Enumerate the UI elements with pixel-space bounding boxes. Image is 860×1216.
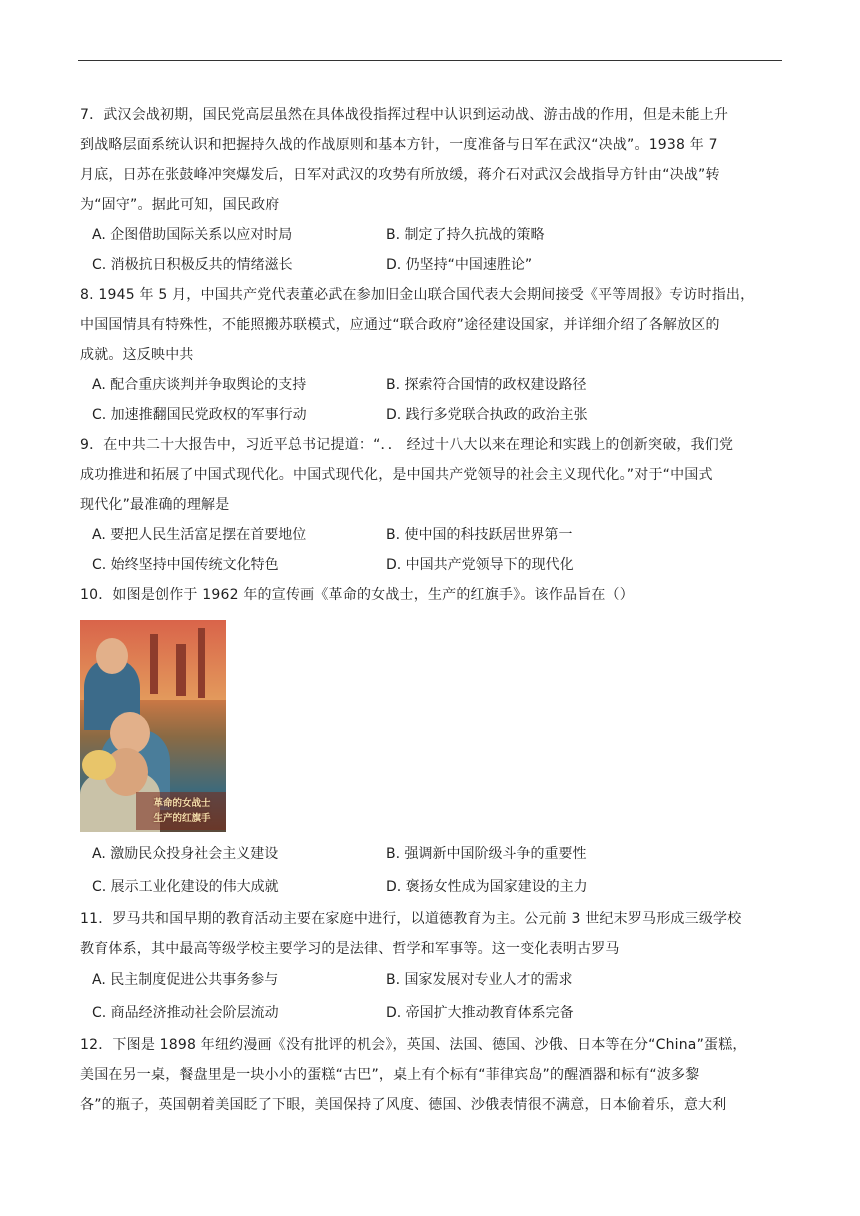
chimney-shape [198,628,205,698]
stem-line: 9．在中共二十大报告中，习近平总书记提道：“．． 经过十八大以来在理论和实践上的创新突破，我们党 [80,437,734,453]
option-d[interactable]: D. 帝国扩大推动教育体系完备 [386,1005,574,1021]
option-c[interactable]: C. 加速推翻国民党政权的军事行动 [92,407,307,423]
question-7 [80,100,784,280]
question-12 [80,1030,784,1120]
question-8 [80,280,784,430]
stem-line: 中国国情具有特殊性，不能照搬苏联模式，应通过“联合政府”途径建设国家，并详细介绍了各解放区的 [80,317,720,333]
option-a[interactable]: A. 配合重庆谈判并争取舆论的支持 [92,377,307,393]
option-c[interactable]: C. 始终坚持中国传统文化特色 [92,557,279,573]
options [80,838,784,904]
option-a[interactable]: A. 民主制度促进公共事务参与 [92,972,279,988]
options [80,520,784,580]
option-d[interactable]: D. 褒扬女性成为国家建设的主力 [386,879,588,895]
option-a[interactable]: A. 企图借助国际关系以应对时局 [92,227,293,243]
caption-line: 革命的女战士 [153,798,211,809]
question-list [80,100,784,1120]
stem-line: 月底，日苏在张鼓峰冲突爆发后，日军对武汉的攻势有所放缓，蒋介石对武汉会战指导方针由“决战”转 [80,167,720,183]
question-9 [80,430,784,580]
option-d[interactable]: D. 仍坚持“中国速胜论” [386,257,533,273]
option-c[interactable]: C. 商品经济推动社会阶层流动 [92,1005,279,1021]
stem-line: 7．武汉会战初期，国民党高层虽然在具体战役指挥过程中认识到运动战、游击战的作用，但是未能上升 [80,107,729,123]
option-d[interactable]: D. 践行多党联合执政的政治主张 [386,407,588,423]
option-c[interactable]: C. 消极抗日积极反共的情绪滋长 [92,257,293,273]
figure-head [96,638,128,674]
option-b[interactable]: B. 强调新中国阶级斗争的重要性 [386,846,587,862]
caption-line: 生产的红旗手 [153,813,211,824]
propaganda-poster-image [80,620,226,832]
stem-line: 为“固守”。据此可知，国民政府 [80,197,280,213]
options [80,370,784,430]
chimney-shape [176,644,186,696]
option-a[interactable]: A. 要把人民生活富足摆在首要地位 [92,527,307,543]
option-b[interactable]: B. 国家发展对专业人才的需求 [386,972,573,988]
option-d[interactable]: D. 中国共产党领导下的现代化 [386,557,574,573]
question-stem [80,1030,784,1120]
chimney-shape [150,634,158,694]
poster-caption [140,796,224,828]
stem-line: 8. 1945 年 5 月，中国共产党代表董必武在参加旧金山联合国代表大会期间接受《平等周报》专访时指出， [80,287,755,303]
question-stem [80,904,784,964]
header-rule [78,60,782,61]
stem-line: 各”的瓶子，英国朝着美国眨了下眼，美国保持了风度、德国、沙俄表情很不满意，日本偷着乐，意大利 [80,1097,727,1113]
stem-line: 美国在另一桌，餐盘里是一块小小的蛋糕“古巴”，桌上有个标有“菲律宾岛”的醒酒器和标有“波多黎 [80,1067,700,1083]
question-stem [80,430,784,520]
question-stem [80,580,784,610]
stem-line: 成就。这反映中共 [80,347,194,363]
question-stem [80,280,784,370]
stem-line: 10．如图是创作于 1962 年的宣传画《革命的女战士，生产的红旗手》。该作品旨在（） [80,587,634,603]
option-a[interactable]: A. 激励民众投身社会主义建设 [92,846,279,862]
straw-hat [82,750,116,780]
stem-line: 12．下图是 1898 年纽约漫画《没有批评的机会》，英国、法国、德国、沙俄、日本等在分“China”蛋糕， [80,1037,747,1053]
question-10 [80,580,784,904]
stem-line: 11．罗马共和国早期的教育活动主要在家庭中进行，以道德教育为主。公元前 3 世纪末罗马形成三级学校 [80,911,742,927]
option-c[interactable]: C. 展示工业化建设的伟大成就 [92,879,279,895]
options [80,964,784,1030]
stem-line: 成功推进和拓展了中国式现代化。中国式现代化，是中国共产党领导的社会主义现代化。”对于“中国式 [80,467,713,483]
option-b[interactable]: B. 使中国的科技跃居世界第一 [386,527,573,543]
question-11 [80,904,784,1030]
option-b[interactable]: B. 制定了持久抗战的策略 [386,227,545,243]
stem-line: 到战略层面系统认识和把握持久战的作战原则和基本方针，一度准备与日军在武汉“决战”。1938 年 7 [80,137,718,153]
option-b[interactable]: B. 探索符合国情的政权建设路径 [386,377,587,393]
question-stem [80,100,784,220]
stem-line: 教育体系，其中最高等级学校主要学习的是法律、哲学和军事等。这一变化表明古罗马 [80,941,620,957]
stem-line: 现代化”最准确的理解是 [80,497,230,513]
options [80,220,784,280]
